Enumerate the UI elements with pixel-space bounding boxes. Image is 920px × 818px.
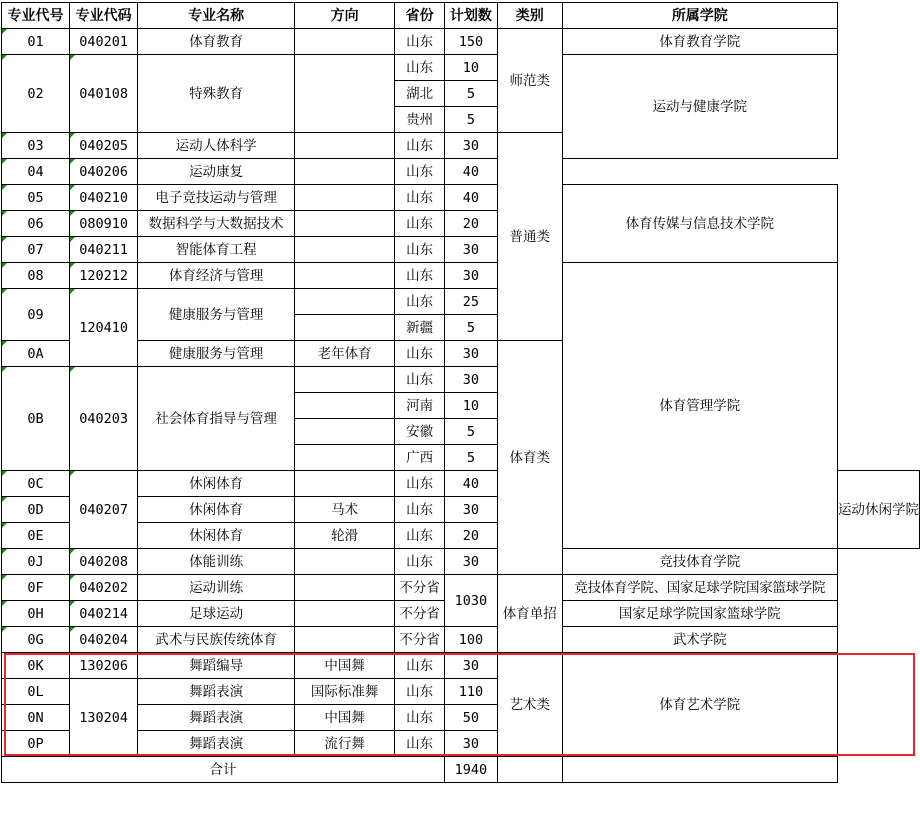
major-code: 120212: [70, 263, 138, 289]
major-code: 040203: [70, 367, 138, 471]
province: 山东: [395, 341, 445, 367]
major-name: 电子竞技运动与管理: [138, 185, 295, 211]
header-direction: 方向: [295, 3, 395, 29]
major-name: 舞蹈表演: [138, 731, 295, 757]
major-id: 09: [2, 289, 70, 341]
province: 山东: [395, 211, 445, 237]
category-cell: 体育类: [497, 341, 562, 575]
major-code: 040214: [70, 601, 138, 627]
major-name: 体育教育: [138, 29, 295, 55]
direction: [295, 575, 395, 601]
direction: [295, 367, 395, 393]
total-row: [2, 757, 920, 783]
major-name: 舞蹈表演: [138, 705, 295, 731]
plan-count: 20: [444, 523, 497, 549]
province: 新疆: [395, 315, 445, 341]
major-name: 运动人体科学: [138, 133, 295, 159]
direction: [295, 393, 395, 419]
direction: 老年体育: [295, 341, 395, 367]
plan-count: 100: [444, 627, 497, 653]
plan-count: 30: [444, 133, 497, 159]
college-cell: 体育管理学院: [562, 263, 837, 549]
province: 山东: [395, 705, 445, 731]
province: 山东: [395, 549, 445, 575]
plan-count: 5: [444, 445, 497, 471]
direction: [295, 445, 395, 471]
major-name: 休闲体育: [138, 523, 295, 549]
province: 山东: [395, 653, 445, 679]
province: 山东: [395, 55, 445, 81]
province: 山东: [395, 159, 445, 185]
plan-count: 5: [444, 419, 497, 445]
direction: [295, 601, 395, 627]
major-code: 130206: [70, 653, 138, 679]
direction: [295, 133, 395, 159]
plan-count: 40: [444, 159, 497, 185]
total-empty-college: [562, 757, 837, 783]
major-code: 130204: [70, 679, 138, 757]
major-code: 040205: [70, 133, 138, 159]
major-id: 05: [2, 185, 70, 211]
major-id: 0P: [2, 731, 70, 757]
major-name: 舞蹈表演: [138, 679, 295, 705]
plan-count: 30: [444, 497, 497, 523]
table-row: [2, 29, 920, 55]
plan-count: 10: [444, 393, 497, 419]
header-province: 省份: [395, 3, 445, 29]
plan-count: 30: [444, 263, 497, 289]
major-id: 0E: [2, 523, 70, 549]
college-cell: 体育艺术学院: [562, 653, 837, 757]
major-id: 0A: [2, 341, 70, 367]
plan-count: 110: [444, 679, 497, 705]
header-row: [2, 3, 920, 29]
major-id: 07: [2, 237, 70, 263]
direction: [295, 263, 395, 289]
major-code: 040204: [70, 627, 138, 653]
header-major-code: 专业代码: [70, 3, 138, 29]
province: 山东: [395, 237, 445, 263]
direction: 国际标准舞: [295, 679, 395, 705]
table-row: [2, 627, 920, 653]
major-name: 健康服务与管理: [138, 341, 295, 367]
province: 不分省: [395, 575, 445, 601]
direction: [295, 289, 395, 315]
major-name: 休闲体育: [138, 471, 295, 497]
header-major-name: 专业名称: [138, 3, 295, 29]
plan-count: 30: [444, 549, 497, 575]
major-code: 080910: [70, 211, 138, 237]
direction: [295, 315, 395, 341]
major-id: 0N: [2, 705, 70, 731]
major-name: 智能体育工程: [138, 237, 295, 263]
header-college: 所属学院: [562, 3, 837, 29]
direction: [295, 237, 395, 263]
major-name: 运动康复: [138, 159, 295, 185]
plan-count: 5: [444, 315, 497, 341]
direction: [295, 419, 395, 445]
major-id: 0D: [2, 497, 70, 523]
plan-count: 40: [444, 471, 497, 497]
province: 山东: [395, 29, 445, 55]
category-cell: 艺术类: [497, 653, 562, 757]
college-cell: 体育传媒与信息技术学院: [562, 185, 837, 263]
major-name: 足球运动: [138, 601, 295, 627]
direction: 中国舞: [295, 653, 395, 679]
college-cell: 武术学院: [562, 627, 837, 653]
header-plan-count: 计划数: [444, 3, 497, 29]
province: 不分省: [395, 601, 445, 627]
category-cell: 师范类: [497, 29, 562, 133]
province: 河南: [395, 393, 445, 419]
province: 山东: [395, 367, 445, 393]
plan-count: 5: [444, 81, 497, 107]
plan-count: 30: [444, 653, 497, 679]
college-cell: 运动与健康学院: [562, 55, 837, 159]
major-name: 体育经济与管理: [138, 263, 295, 289]
plan-count: 30: [444, 341, 497, 367]
major-id: 0C: [2, 471, 70, 497]
plan-count: 50: [444, 705, 497, 731]
table-row: [2, 263, 920, 289]
total-empty-category: [497, 757, 562, 783]
direction: 中国舞: [295, 705, 395, 731]
major-name: 体能训练: [138, 549, 295, 575]
header-category: 类别: [497, 3, 562, 29]
province: 山东: [395, 289, 445, 315]
major-id: 0B: [2, 367, 70, 471]
plan-count: 25: [444, 289, 497, 315]
province: 山东: [395, 679, 445, 705]
major-name: 社会体育指导与管理: [138, 367, 295, 471]
province: 山东: [395, 185, 445, 211]
major-id: 0H: [2, 601, 70, 627]
category-cell: 体育单招: [497, 575, 562, 653]
major-name: 健康服务与管理: [138, 289, 295, 341]
college-cell: 国家足球学院国家篮球学院: [562, 601, 837, 627]
major-id: 02: [2, 55, 70, 133]
major-name: 数据科学与大数据技术: [138, 211, 295, 237]
direction: [295, 211, 395, 237]
major-id: 03: [2, 133, 70, 159]
college-cell: 运动休闲学院: [838, 471, 920, 549]
table-row: [2, 55, 920, 81]
plan-count: 40: [444, 185, 497, 211]
province: 山东: [395, 133, 445, 159]
major-code: 040207: [70, 471, 138, 549]
total-label: 合计: [2, 757, 445, 783]
direction: [295, 549, 395, 575]
plan-count: 30: [444, 731, 497, 757]
major-code: 040202: [70, 575, 138, 601]
table-row: [2, 549, 920, 575]
major-code: 040208: [70, 549, 138, 575]
total-value: 1940: [444, 757, 497, 783]
enrollment-plan-table: [1, 2, 920, 783]
table-row: [2, 185, 920, 211]
direction: [295, 471, 395, 497]
plan-count: 30: [444, 367, 497, 393]
major-id: 08: [2, 263, 70, 289]
major-code: 120410: [70, 289, 138, 367]
direction: [295, 159, 395, 185]
major-id: 01: [2, 29, 70, 55]
major-name: 运动训练: [138, 575, 295, 601]
plan-count: 5: [444, 107, 497, 133]
major-code: 040108: [70, 55, 138, 133]
major-code: 040201: [70, 29, 138, 55]
province: 山东: [395, 497, 445, 523]
plan-count: 30: [444, 237, 497, 263]
province: 山东: [395, 263, 445, 289]
major-id: 0K: [2, 653, 70, 679]
plan-count: 1030: [444, 575, 497, 627]
plan-count: 20: [444, 211, 497, 237]
table-row: [2, 575, 920, 601]
table-row: [2, 653, 920, 679]
direction: [295, 185, 395, 211]
direction: [295, 29, 395, 55]
major-name: 武术与民族传统体育: [138, 627, 295, 653]
major-name: 舞蹈编导: [138, 653, 295, 679]
province: 广西: [395, 445, 445, 471]
province: 湖北: [395, 81, 445, 107]
direction: [295, 627, 395, 653]
category-cell: 普通类: [497, 133, 562, 341]
province: 山东: [395, 523, 445, 549]
major-id: 06: [2, 211, 70, 237]
college-cell: 竞技体育学院、国家足球学院国家篮球学院: [562, 575, 837, 601]
province: 不分省: [395, 627, 445, 653]
province: 贵州: [395, 107, 445, 133]
major-id: 04: [2, 159, 70, 185]
major-id: 0G: [2, 627, 70, 653]
college-cell: 体育教育学院: [562, 29, 837, 55]
plan-count: 150: [444, 29, 497, 55]
plan-count: 10: [444, 55, 497, 81]
college-cell: 竞技体育学院: [562, 549, 837, 575]
province: 山东: [395, 731, 445, 757]
table-row: [2, 159, 920, 185]
major-code: 040206: [70, 159, 138, 185]
major-id: 0F: [2, 575, 70, 601]
major-id: 0L: [2, 679, 70, 705]
direction: 轮滑: [295, 523, 395, 549]
major-code: 040210: [70, 185, 138, 211]
major-name: 休闲体育: [138, 497, 295, 523]
major-code: 040211: [70, 237, 138, 263]
direction: [295, 55, 395, 133]
province: 山东: [395, 471, 445, 497]
major-id: 0J: [2, 549, 70, 575]
province: 安徽: [395, 419, 445, 445]
direction: 马术: [295, 497, 395, 523]
header-major-id: 专业代号: [2, 3, 70, 29]
major-name: 特殊教育: [138, 55, 295, 133]
direction: 流行舞: [295, 731, 395, 757]
